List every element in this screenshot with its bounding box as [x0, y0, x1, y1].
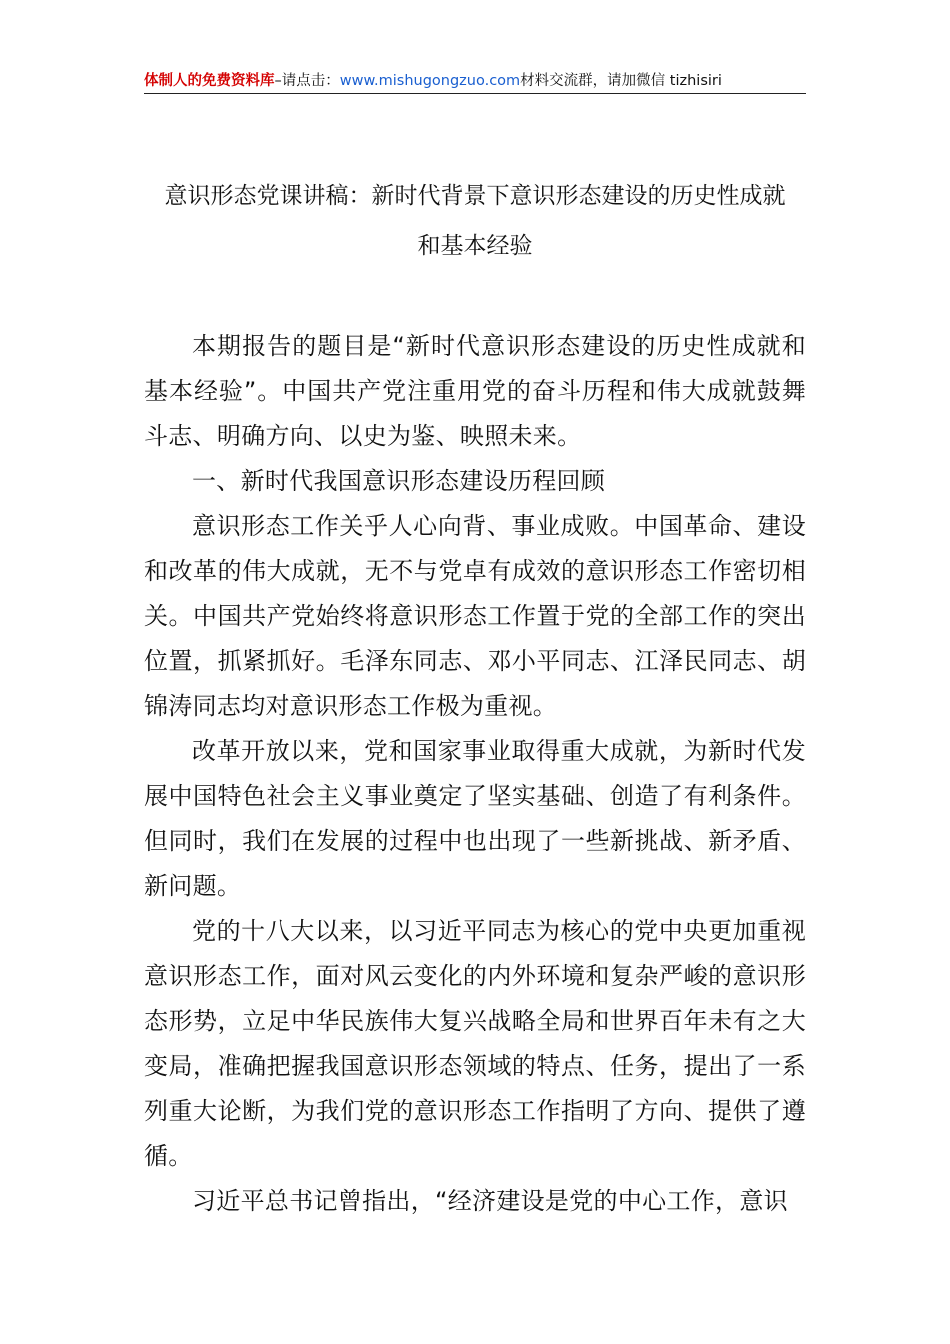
- paragraph-intro: 本期报告的题目是“新时代意识形态建设的历史性成就和基本经验”。中国共产党注重用党的奋斗历程和伟大成就鼓舞斗志、明确方向、以史为鉴、映照未来。: [144, 332, 806, 450]
- paragraph: 党的十八大以来，以习近平同志为核心的党中央更加重视意识形态工作，面对风云变化的内外环境和复杂严峻的意识形态形势，立足中华民族伟大复兴战略全局和世界百年未有之大变局，准确把握我国意识形态领域的特点、任务，提出了一系列重大论断，为我们党的意识形态工作指明了方向、提供了遵循。: [144, 917, 806, 1170]
- header-divider: [144, 93, 806, 94]
- header-url-link[interactable]: www.mishugongzuo.com: [339, 73, 521, 89]
- section-heading-1: 一、新时代我国意识形态建设历程回顾: [192, 467, 606, 495]
- header-separator: –请点击：: [274, 73, 340, 89]
- document-title-line-1: 意识形态党课讲稿：新时代背景下意识形态建设的历史性成就: [164, 183, 786, 209]
- paragraph: 意识形态工作关乎人心向背、事业成败。中国革命、建设和改革的伟大成就，无不与党卓有成效的意识形态工作密切相关。中国共产党始终将意识形态工作置于党的全部工作的突出位置，抓紧抓好。毛泽东同志、邓小平同志、江泽民同志、胡锦涛同志均对意识形态工作极为重视。: [144, 512, 806, 720]
- document-body: [144, 324, 806, 1224]
- document-title-line-2: 和基本经验: [417, 233, 533, 259]
- paragraph: 习近平总书记曾指出，“经济建设是党的中心工作，意识: [192, 1187, 788, 1215]
- paragraph: 改革开放以来，党和国家事业取得重大成就，为新时代发展中国特色社会主义事业奠定了坚实基础、创造了有利条件。但同时，我们在发展的过程中也出现了一些新挑战、新矛盾、新问题。: [144, 737, 806, 900]
- header-note: 材料交流群，请加微信 tizhisiri: [520, 73, 722, 89]
- page-header: [144, 70, 806, 92]
- header-brand: 体制人的免费资料库: [144, 73, 275, 89]
